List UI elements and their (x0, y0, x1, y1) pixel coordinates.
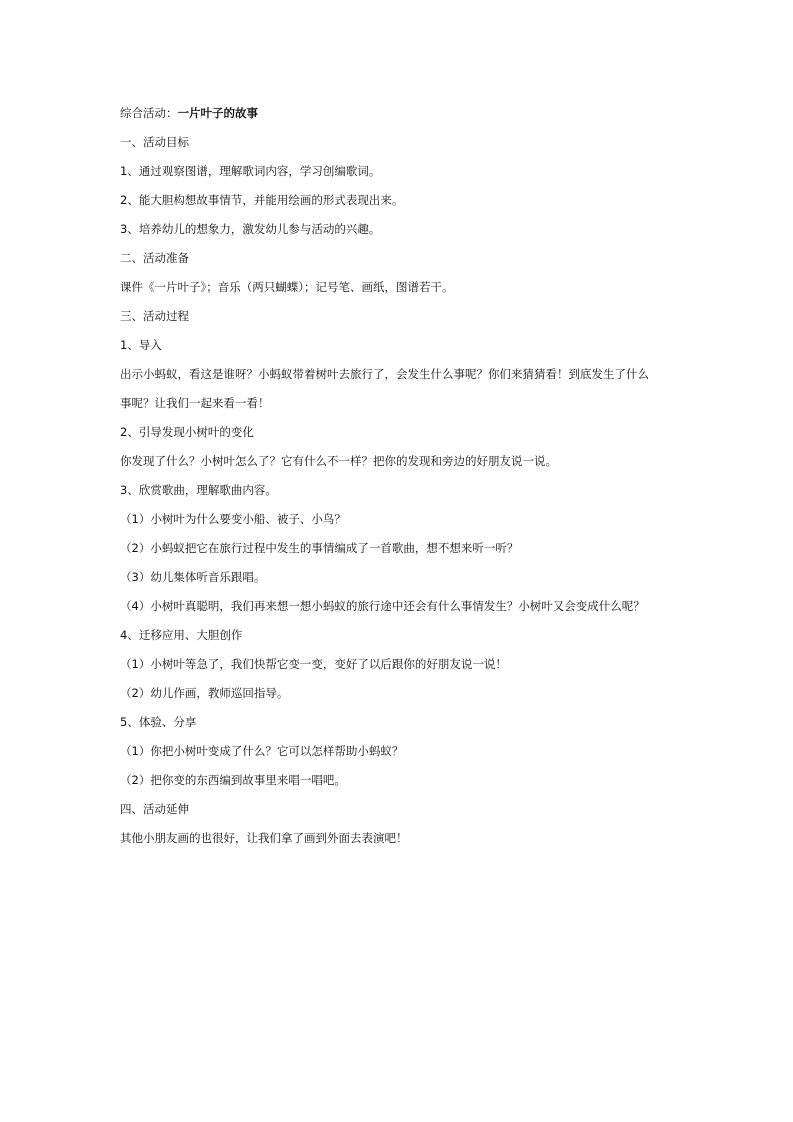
goal-item-2: 2、能大胆构想故事情节，并能用绘画的形式表现出来。 (120, 193, 404, 207)
process-step-5-item-1: （1）你把小树叶变成了什么？它可以怎样帮助小蚂蚁？ (120, 744, 404, 758)
section-heading-preparation: 二、活动准备 (120, 251, 189, 265)
process-step-5-heading: 5、体验、分享 (120, 715, 197, 729)
process-step-3-item-2: （2）小蚂蚁把它在旅行过程中发生的事情编成了一首歌曲，想不想来听一听？ (120, 541, 519, 555)
process-step-3-heading: 3、欣赏歌曲，理解歌曲内容。 (120, 483, 277, 497)
document-title (120, 99, 680, 128)
process-step-1-heading: 1、导入 (120, 338, 162, 352)
process-step-3-item-1: （1）小树叶为什么要变小船、被子、小鸟？ (120, 512, 346, 526)
process-step-1-text-line-2: 事呢？让我们一起来看一看！ (120, 396, 270, 410)
process-step-3-item-3: （3）幼儿集体听音乐跟唱。 (120, 570, 266, 584)
title-main: 一片叶子的故事 (177, 106, 258, 120)
section-heading-process: 三、活动过程 (120, 309, 189, 323)
process-step-4-item-1: （1）小树叶等急了，我们快帮它变一变，变好了以后跟你的好朋友说一说！ (120, 657, 507, 671)
section-heading-extension: 四、活动延伸 (120, 802, 189, 816)
goal-item-3: 3、培养幼儿的想象力，激发幼儿参与活动的兴趣。 (120, 222, 381, 236)
section-heading-goals: 一、活动目标 (120, 135, 189, 149)
process-step-2-heading: 2、引导发现小树叶的变化 (120, 425, 254, 439)
process-step-1-text-line-1: 出示小蚂蚁，看这是谁呀？小蚂蚁带着树叶去旅行了，会发生什么事呢？你们来猜猜看！到底发生了什么 (120, 367, 649, 381)
process-step-5-item-2: （2）把你变的东西编到故事里来唱一唱吧。 (120, 773, 346, 787)
goal-item-1: 1、通过观察图谱，理解歌词内容，学习创编歌词。 (120, 164, 381, 178)
extension-text: 其他小朋友画的也很好，让我们拿了画到外面去表演吧！ (120, 831, 408, 845)
document-body (120, 99, 680, 853)
process-step-4-item-2: （2）幼儿作画，教师巡回指导。 (120, 686, 289, 700)
title-prefix: 综合活动： (120, 106, 178, 120)
process-step-2-text: 你发现了什么？小树叶怎么了？它有什么不一样？把你的发现和旁边的好朋友说一说。 (120, 454, 557, 468)
process-step-4-heading: 4、迁移应用、大胆创作 (120, 628, 243, 642)
process-step-3-item-4: （4）小树叶真聪明，我们再来想一想小蚂蚁的旅行途中还会有什么事情发生？小树叶又会变成什么呢？ (120, 599, 645, 613)
preparation-text: 课件《一片叶子》；音乐（两只蝴蝶）；记号笔、画纸，图谱若干。 (120, 280, 454, 294)
